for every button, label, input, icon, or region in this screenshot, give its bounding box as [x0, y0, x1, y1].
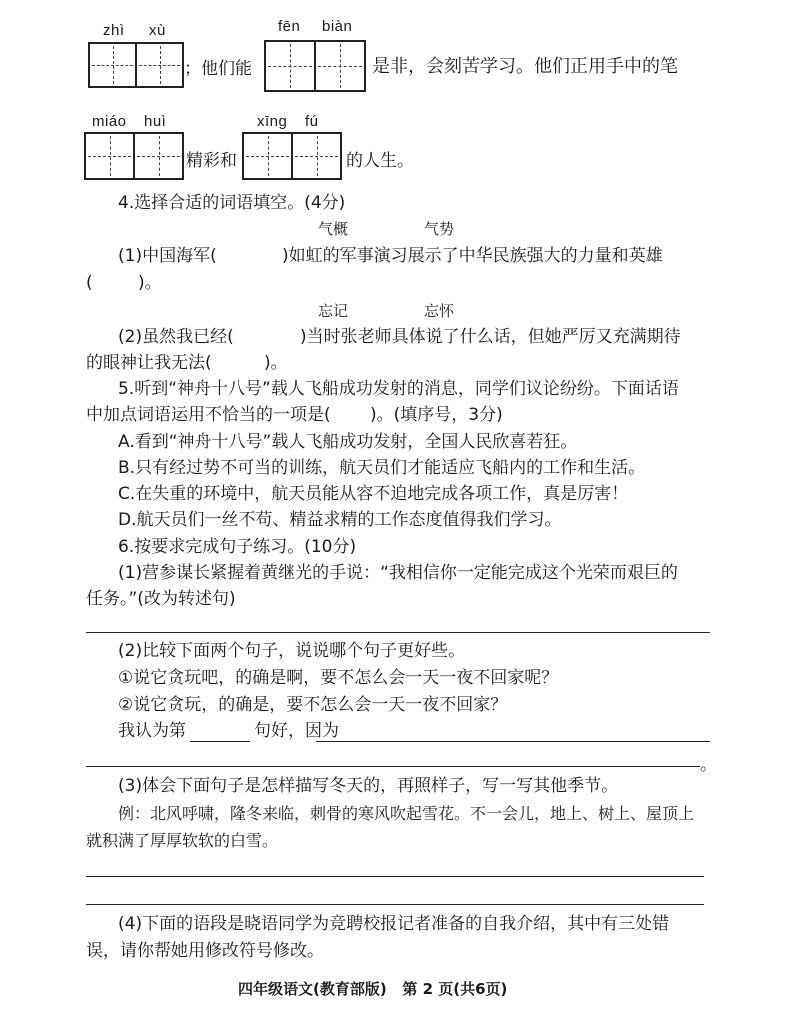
- answer-line[interactable]: [86, 904, 704, 905]
- q6-part-2-answer-b: 句好，因为: [254, 721, 339, 741]
- q6-part-2-option-1: ①说它贪玩吧，的确是啊，要不怎么会一天一夜不回家呢？: [118, 668, 559, 688]
- grid-cell[interactable]: [137, 44, 182, 86]
- q6-part-4-line-2: 误，请你帮她用修改符号修改。: [86, 941, 324, 961]
- writing-grid-xingfu[interactable]: [242, 132, 342, 180]
- question-5-line-2a: 中加点词语运用不恰当的一项是(: [86, 405, 331, 425]
- grid-cell[interactable]: [266, 42, 316, 90]
- pinyin-xingfu-2: fú: [305, 113, 319, 130]
- answer-line[interactable]: [86, 766, 700, 767]
- sentence-fragment: 精彩和: [186, 151, 237, 171]
- pinyin-fenbian-2: biàn: [322, 18, 353, 35]
- grid-cell[interactable]: [244, 134, 293, 178]
- q6-part-2-option-2: ②说它贪玩，的确是，要不怎么会一天一夜不回家？: [118, 695, 508, 715]
- q4-sentence-1-part-c: (: [86, 273, 93, 293]
- q4-sentence-1-part-a: (1)中国海军(: [118, 246, 217, 266]
- q6-part-1-line-1: (1)营参谋长紧握着黄继光的手说：“我相信你一定能完成这个光荣而艰巨的: [118, 563, 678, 583]
- q4-sentence-2-part-b: )当时张老师具体说了什么话，但她严厉又充满期待: [300, 327, 681, 347]
- q6-part-3-example-line-1: 例：北风呼啸，隆冬来临，刺骨的寒风吹起雪花。不一会儿，地上、树上、屋顶上: [118, 804, 695, 823]
- option-a: A.看到“神舟十八号”载人飞船成功发射，全国人民欣喜若狂。: [118, 432, 578, 452]
- option-d: D.航天员们一丝不苟、精益求精的工作态度值得我们学习。: [118, 510, 562, 530]
- grid-cell[interactable]: [90, 44, 137, 86]
- answer-line[interactable]: [316, 741, 710, 742]
- question-6-heading: 6.按要求完成句子练习。(10分): [118, 537, 357, 557]
- writing-grid-fenbian[interactable]: [264, 40, 366, 92]
- answer-line[interactable]: [86, 632, 710, 633]
- q6-part-2-answer-a: 我认为第: [118, 721, 186, 741]
- pinyin-xingfu-1: xīng: [257, 113, 288, 130]
- q6-part-3-example-line-2: 就积满了厚厚软软的白雪。: [86, 831, 279, 850]
- word-option: 气概: [318, 220, 349, 238]
- q6-part-1-line-2: 任务。”(改为转述句): [86, 589, 236, 609]
- question-4-heading: 4.选择合适的词语填空。(4分): [118, 193, 346, 213]
- pinyin-miaohui-1: miáo: [92, 113, 127, 130]
- pinyin-zhixu-2: xù: [149, 22, 166, 39]
- answer-blank[interactable]: [230, 245, 280, 267]
- question-5-line-2b: )。(填序号，3分): [370, 405, 503, 425]
- writing-grid-zhixu[interactable]: [88, 42, 184, 88]
- sentence-fragment: 的人生。: [346, 151, 414, 171]
- writing-grid-miaohui[interactable]: [84, 132, 184, 180]
- q4-sentence-1-part-b: )如虹的军事演习展示了中华民族强大的力量和英雄: [282, 246, 663, 266]
- grid-cell[interactable]: [293, 134, 340, 178]
- period-mark: 。: [700, 755, 717, 775]
- word-option: 气势: [424, 220, 455, 238]
- q4-sentence-1-part-d: )。: [138, 273, 162, 293]
- q6-part-4-line-1: (4)下面的语段是晓语同学为竞聘校报记者准备的自我介绍，其中有三处错: [118, 914, 670, 934]
- q4-sentence-2-part-d: )。: [264, 353, 288, 373]
- q4-sentence-2-part-a: (2)虽然我已经(: [118, 327, 234, 347]
- page-footer: 四年级语文(教育部版) 第 2 页(共6页): [238, 980, 508, 998]
- grid-cell[interactable]: [86, 134, 135, 178]
- q4-sentence-2-part-c: 的眼神让我无法(: [86, 353, 212, 373]
- q6-part-3-heading: (3)体会下面句子是怎样描写冬天的，再照样子，写一写其他季节。: [118, 776, 619, 796]
- word-option: 忘记: [318, 302, 349, 320]
- question-5-line-1: 5.听到“神舟十八号”载人飞船成功发射的消息，同学们议论纷纷。下面话语: [118, 379, 679, 399]
- q6-part-2-heading: (2)比较下面两个句子，说说哪个句子更好些。: [118, 641, 466, 661]
- answer-blank-line[interactable]: [190, 741, 250, 742]
- pinyin-fenbian-1: fēn: [278, 18, 301, 35]
- word-option: 忘怀: [424, 302, 455, 320]
- pinyin-zhixu-1: zhì: [103, 22, 125, 39]
- answer-line[interactable]: [86, 876, 704, 877]
- pinyin-miaohui-2: huì: [144, 113, 167, 130]
- option-b: B.只有经过势不可当的训练，航天员们才能适应飞船内的工作和生活。: [118, 458, 646, 478]
- grid-cell[interactable]: [316, 42, 364, 90]
- sentence-fragment: 是非，会刻苦学习。他们正用手中的笔: [372, 56, 678, 77]
- sentence-fragment: ；他们能: [184, 59, 252, 79]
- grid-cell[interactable]: [135, 134, 182, 178]
- option-c: C.在失重的环境中，航天员能从容不迫地完成各项工作，真是厉害！: [118, 484, 629, 504]
